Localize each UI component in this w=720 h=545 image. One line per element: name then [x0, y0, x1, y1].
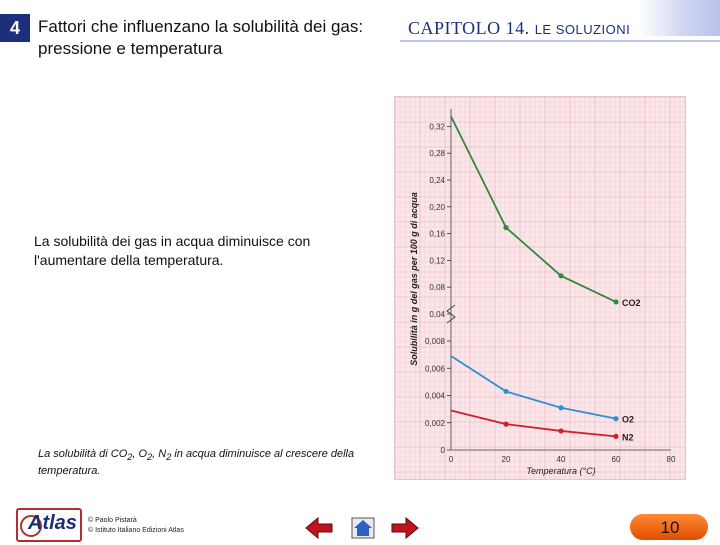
logo-text: Atlas	[28, 512, 77, 534]
credits	[88, 516, 184, 536]
y-tick-label: 0,12	[429, 256, 445, 266]
x-tick-label: 80	[666, 455, 676, 464]
y-tick-label: 0,32	[429, 122, 445, 132]
x-tick-label: 40	[556, 455, 566, 464]
series-label-n2: N2	[622, 432, 634, 443]
series-label-o2: O2	[622, 414, 635, 425]
chapter-main: CAPITOLO 14.	[408, 18, 530, 38]
data-point-o2	[558, 405, 563, 410]
y-tick-label: 0,04	[429, 310, 445, 319]
data-point-co2	[613, 299, 618, 304]
data-point-o2	[503, 389, 508, 394]
forward-button[interactable]	[390, 516, 420, 540]
series-line-co2	[451, 116, 616, 302]
data-point-o2	[613, 416, 618, 421]
data-point-n2	[503, 422, 508, 427]
solubility-chart	[394, 96, 686, 480]
home-button[interactable]	[348, 516, 378, 540]
y-tick-label: 0	[440, 446, 445, 455]
credit-author: © Paolo Pistarà	[88, 517, 137, 524]
y-axis-label: Solubilità in g del gas per 100 g di acqua	[409, 192, 419, 366]
chart-svg	[395, 97, 685, 479]
right-arrow-icon	[390, 516, 420, 540]
y-tick-label: 0,006	[424, 364, 445, 374]
y-tick-label: 0,08	[429, 283, 445, 293]
y-tick-label: 0,20	[429, 202, 445, 212]
home-icon	[348, 516, 378, 540]
figure-caption: La solubilità di $CO_2$, $O_2$, $N_2$ in acqua diminuisce al crescere della temperatura.	[38, 448, 355, 478]
chapter-sub: LE SOLUZIONI	[534, 22, 631, 37]
x-tick-label: 0	[448, 455, 454, 464]
data-point-n2	[613, 434, 618, 439]
y-tick-label: 0,004	[424, 391, 445, 401]
slide-header	[0, 0, 720, 72]
data-point-co2	[503, 225, 508, 230]
data-point-co2	[558, 273, 563, 278]
series-label-co2: CO2	[622, 297, 641, 308]
slide-number: 4	[0, 14, 30, 42]
atlas-logo	[16, 508, 82, 542]
y-tick-label: 0,16	[429, 229, 445, 239]
credit-publisher: © Istituto Italiano Edizioni Atlas	[88, 527, 184, 534]
header-divider	[400, 40, 720, 42]
header-decoration	[638, 0, 720, 36]
x-tick-label: 20	[501, 455, 511, 464]
x-axis-label: Temperatura (°C)	[526, 466, 596, 476]
slide-title: Fattori che influenzano la solubilità dei gas: pressione e temperatura	[38, 17, 364, 58]
y-tick-label: 0,008	[424, 337, 445, 346]
back-button[interactable]	[304, 516, 334, 540]
chapter-heading	[408, 18, 630, 39]
series-line-o2	[451, 356, 616, 419]
left-arrow-icon	[304, 516, 334, 540]
page-number: 10	[660, 518, 680, 537]
data-point-n2	[558, 428, 563, 433]
body-text: La solubilità dei gas in acqua diminuisce con l'aumentare della temperatura.	[34, 233, 311, 268]
x-tick-label: 60	[611, 455, 621, 464]
y-tick-label: 0,24	[429, 176, 445, 185]
y-tick-label: 0,002	[424, 418, 445, 428]
y-tick-label: 0,28	[429, 149, 445, 159]
